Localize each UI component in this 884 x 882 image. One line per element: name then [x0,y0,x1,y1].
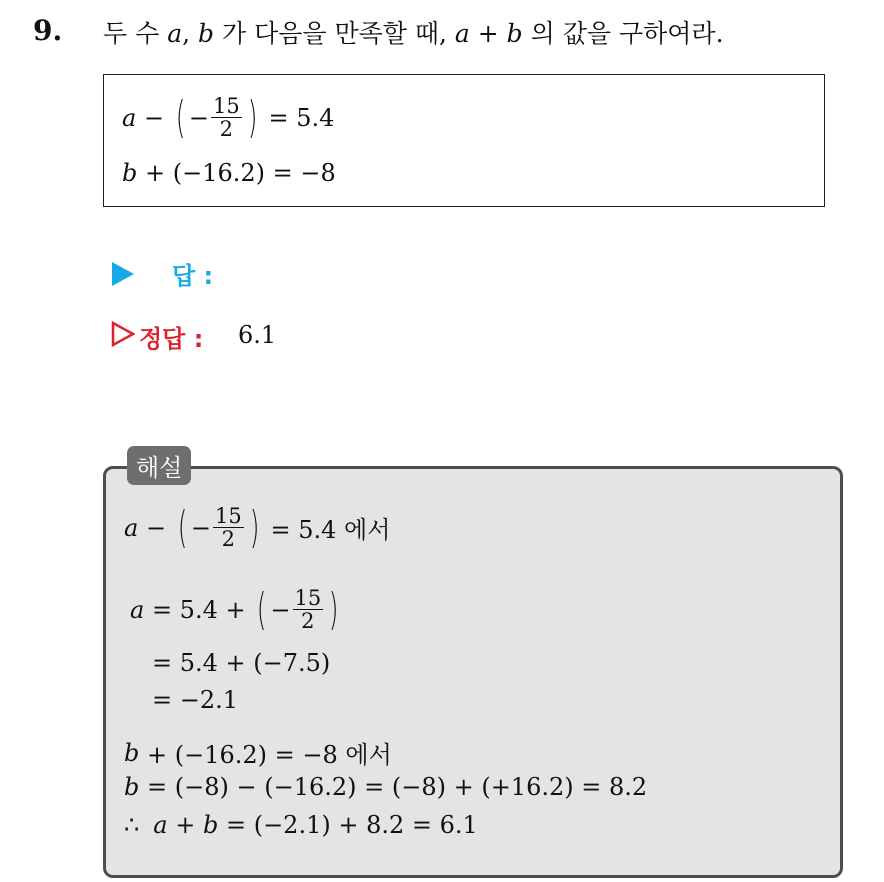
s1-rest: = 5.4 에서 [262,516,391,545]
answer-play-icon [112,262,134,286]
eq1-left-paren: ( [175,91,185,143]
solution-line-7 [124,811,478,839]
question-comma: , [182,19,199,48]
given-equation-1 [122,91,335,143]
question-plus: + [469,19,507,48]
s2-frac-den: 2 [301,609,315,634]
s7-a: a [153,811,168,839]
correct-answer-label: 정답 : [139,325,204,353]
solution-tab: 해설 [127,446,191,485]
s2-frac-num: 15 [294,586,322,610]
solution-line-5 [124,735,392,770]
question-var-a: a [167,19,183,48]
question-text [103,14,724,50]
s1-frac-den: 2 [221,527,236,552]
eq1-rhs: = 5.4 [260,103,335,132]
eq1-minus: − [136,103,172,132]
s1-minus: − [138,513,174,542]
s1-frac-num: 15 [214,504,242,528]
s1-var: a [124,513,139,542]
s2-right-paren: ) [329,583,339,635]
solution-box [103,466,843,878]
correct-answer-value: 6.1 [238,321,277,349]
solution-line-1 [124,501,391,553]
s7-b: b [202,811,219,839]
correct-answer-triangle-icon [111,321,135,347]
solution-line-3: = 5.4 + (−7.5) [152,649,331,677]
question-expr-b: b [506,19,523,48]
s2-neg: − [270,595,291,624]
solution-line-4: = −2.1 [152,686,239,714]
question-expr-a: a [454,19,470,48]
s2-eq: = 5.4 + [144,595,254,624]
s7-plus: + [167,811,203,839]
question-number: 9. [33,14,63,47]
s5-var: b [124,738,140,767]
eq1-fraction [211,95,242,140]
s7-rest: = (−2.1) + 8.2 = 6.1 [218,811,478,839]
question-text-mid: 가 다음을 만족할 때, [214,19,455,48]
s1-neg: − [190,513,211,542]
s2-var: a [130,595,145,624]
eq1-var-a: a [122,103,137,132]
s1-left-paren: ( [177,501,187,553]
eq1-frac-den: 2 [219,117,234,142]
given-equation-2 [122,159,336,187]
answer-label: 답 : [172,262,214,290]
given-equations-box [103,74,825,207]
question-var-b: b [198,19,215,48]
s5-rest: + (−16.2) = −8 에서 [139,741,392,769]
eq2-rest: + (−16.2) = −8 [137,159,336,187]
s6-rest: = (−8) − (−16.2) = (−8) + (+16.2) = 8.2 [139,773,648,801]
solution-line-6 [124,773,647,801]
eq1-neg: − [188,103,209,132]
solution-line-2 [130,583,342,635]
s2-left-paren: ( [257,583,267,635]
eq1-frac-num: 15 [212,94,240,118]
s1-fraction [213,505,244,550]
question-text-post: 의 값을 구하여라. [522,19,724,48]
eq1-right-paren: ) [247,91,258,143]
eq2-var-b: b [122,159,138,187]
therefore-symbol: ∴ [124,811,140,839]
s2-fraction [293,587,324,632]
question-text-pre: 두 수 [103,19,168,48]
s1-right-paren: ) [249,501,260,553]
s6-var: b [124,773,140,801]
